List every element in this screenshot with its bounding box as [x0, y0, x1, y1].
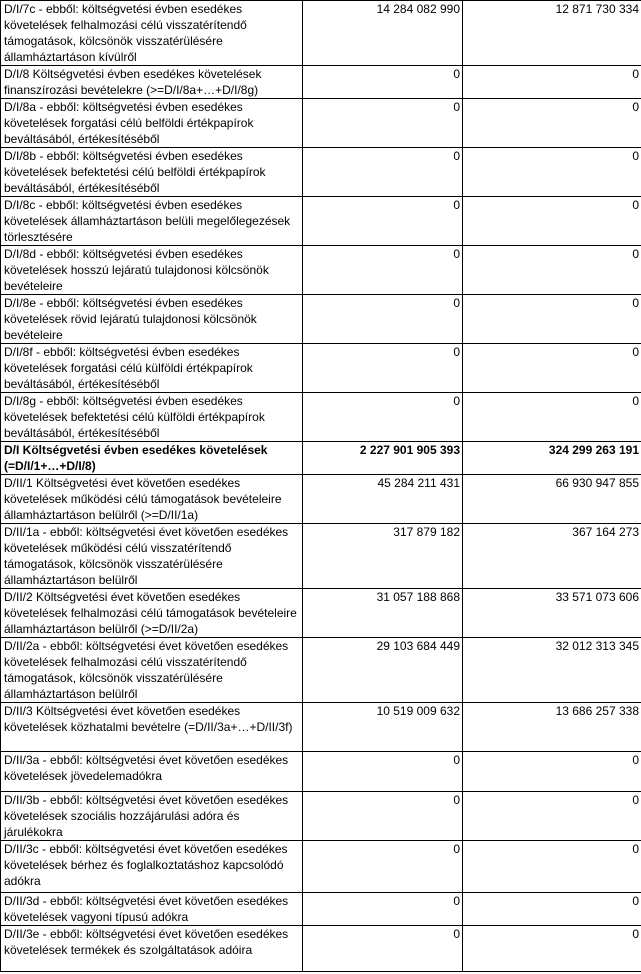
row-value-1: 0 — [303, 926, 463, 972]
table-row — [1, 703, 641, 752]
row-value-2: 324 299 263 191 — [463, 442, 641, 475]
row-value-1: 31 057 188 868 — [303, 589, 463, 638]
row-label: D/I/8g - ebből: költségvetési évben esedékes követelések befektetési célú külföldi értékpapírok beváltásából, értékesítéséből — [1, 393, 303, 442]
row-label: D/I/8a - ebből: költségvetési évben esedékes követelések forgatási célú belföldi értékpapírok beváltásából, értékesítéséből — [1, 99, 303, 148]
table-row — [1, 524, 641, 589]
row-label: D/I/8e - ebből: költségvetési évben esedékes követelések rövid lejáratú tulajdonosi kölcsönök bevételeire — [1, 295, 303, 344]
row-value-2: 32 012 313 345 — [463, 638, 641, 703]
row-label: D/II/2 Költségvetési évet követően esedékes követelések felhalmozási célú támogatások bevételeire államháztartáson belülről (>=D/II/2a) — [1, 589, 303, 638]
row-value-2: 0 — [463, 99, 641, 148]
table-row — [1, 638, 641, 703]
row-value-1: 0 — [303, 393, 463, 442]
row-label: D/II/2a - ebből: költségvetési évet követően esedékes követelések felhalmozási célú visszatérítendő támogatások, kölcsönök visszatérülésére államháztartáson belülről — [1, 638, 303, 703]
row-value-2: 0 — [463, 792, 641, 841]
row-value-1: 0 — [303, 295, 463, 344]
table-row — [1, 589, 641, 638]
row-value-1: 45 284 211 431 — [303, 475, 463, 524]
row-value-2: 0 — [463, 148, 641, 197]
table-row — [1, 197, 641, 246]
row-value-1: 2 227 901 905 393 — [303, 442, 463, 475]
row-label: D/I Költségvetési évben esedékes követelések (=D/I/1+…+D/I/8) — [1, 442, 303, 475]
row-label: D/II/1a - ebből: költségvetési évet követően esedékes követelések működési célú visszatérítendő támogatások, kölcsönök visszatérülésére államháztartáson belülről — [1, 524, 303, 589]
row-value-1: 10 519 009 632 — [303, 703, 463, 752]
row-label: D/I/8c - ebből: költségvetési évben esedékes követelések államháztartáson belüli megelőlegezések törlesztésére — [1, 197, 303, 246]
row-value-2: 0 — [463, 893, 641, 926]
row-label: D/II/3a - ebből: költségvetési évet követően esedékes követelések jövedelemadókra — [1, 752, 303, 792]
row-value-2: 0 — [463, 926, 641, 972]
table-row — [1, 752, 641, 792]
table-row — [1, 475, 641, 524]
row-value-2: 33 571 073 606 — [463, 589, 641, 638]
table-row — [1, 66, 641, 99]
row-value-1: 0 — [303, 792, 463, 841]
row-label: D/I/8 Költségvetési évben esedékes követelések finanszírozási bevételekre (>=D/I/8a+…+D/I/8g) — [1, 66, 303, 99]
row-value-1: 0 — [303, 246, 463, 295]
table-body — [1, 1, 641, 972]
row-value-2: 0 — [463, 393, 641, 442]
row-value-1: 0 — [303, 197, 463, 246]
row-value-2: 0 — [463, 841, 641, 893]
table-row — [1, 246, 641, 295]
row-value-1: 0 — [303, 841, 463, 893]
row-label: D/II/3b - ebből: költségvetési évet követően esedékes követelések szociális hozzájárulási adóra és járulékokra — [1, 792, 303, 841]
table-row — [1, 393, 641, 442]
row-value-1: 0 — [303, 99, 463, 148]
row-label: D/I/8d - ebből: költségvetési évben esedékes követelések hosszú lejáratú tulajdonosi kölcsönök bevételeire — [1, 246, 303, 295]
row-value-1: 0 — [303, 148, 463, 197]
row-value-1: 0 — [303, 66, 463, 99]
table-row — [1, 344, 641, 393]
row-value-1: 0 — [303, 344, 463, 393]
row-label: D/II/3 Költségvetési évet követően esedékes követelések közhatalmi bevételre (=D/II/3a+…+D/II/3f) — [1, 703, 303, 752]
table-row — [1, 792, 641, 841]
row-label: D/I/8b - ebből: költségvetési évben esedékes követelések befektetési célú belföldi értékpapírok beváltásából, értékesítéséből — [1, 148, 303, 197]
table-row — [1, 295, 641, 344]
row-value-2: 0 — [463, 66, 641, 99]
row-value-2: 0 — [463, 295, 641, 344]
row-label: D/I/8f - ebből: költségvetési évben esedékes követelések forgatási célú külföldi értékpapírok beváltásából, értékesítéséből — [1, 344, 303, 393]
row-label: D/II/1 Költségvetési évet követően esedékes követelések működési célú támogatások bevételeire államháztartáson belülről (>=D/II/1a) — [1, 475, 303, 524]
table-row — [1, 893, 641, 926]
row-label: D/II/3d - ebből: költségvetési évet követően esedékes követelések vagyoni típusú adókra — [1, 893, 303, 926]
row-value-1: 29 103 684 449 — [303, 638, 463, 703]
table-row-total — [1, 442, 641, 475]
row-value-2: 66 930 947 855 — [463, 475, 641, 524]
table-row — [1, 1, 641, 66]
row-label: D/II/3c - ebből: költségvetési évet követően esedékes követelések bérhez és foglalkoztatáshoz kapcsolódó adókra — [1, 841, 303, 893]
table-row — [1, 148, 641, 197]
row-value-1: 14 284 082 990 — [303, 1, 463, 66]
row-value-2: 0 — [463, 246, 641, 295]
row-label: D/II/3e - ebből: költségvetési évet követően esedékes követelések termékek és szolgáltatások adóira — [1, 926, 303, 972]
row-value-2: 0 — [463, 197, 641, 246]
row-value-1: 0 — [303, 893, 463, 926]
table-row — [1, 841, 641, 893]
table-row — [1, 926, 641, 972]
row-value-2: 367 164 273 — [463, 524, 641, 589]
row-value-2: 12 871 730 334 — [463, 1, 641, 66]
row-value-2: 0 — [463, 752, 641, 792]
row-value-2: 13 686 257 338 — [463, 703, 641, 752]
row-value-1: 317 879 182 — [303, 524, 463, 589]
row-value-1: 0 — [303, 752, 463, 792]
row-value-2: 0 — [463, 344, 641, 393]
table-row — [1, 99, 641, 148]
row-label: D/I/7c - ebből: költségvetési évben esedékes követelések felhalmozási célú visszatérítendő támogatások, kölcsönök visszatérülésére államháztartáson kívülről — [1, 1, 303, 66]
